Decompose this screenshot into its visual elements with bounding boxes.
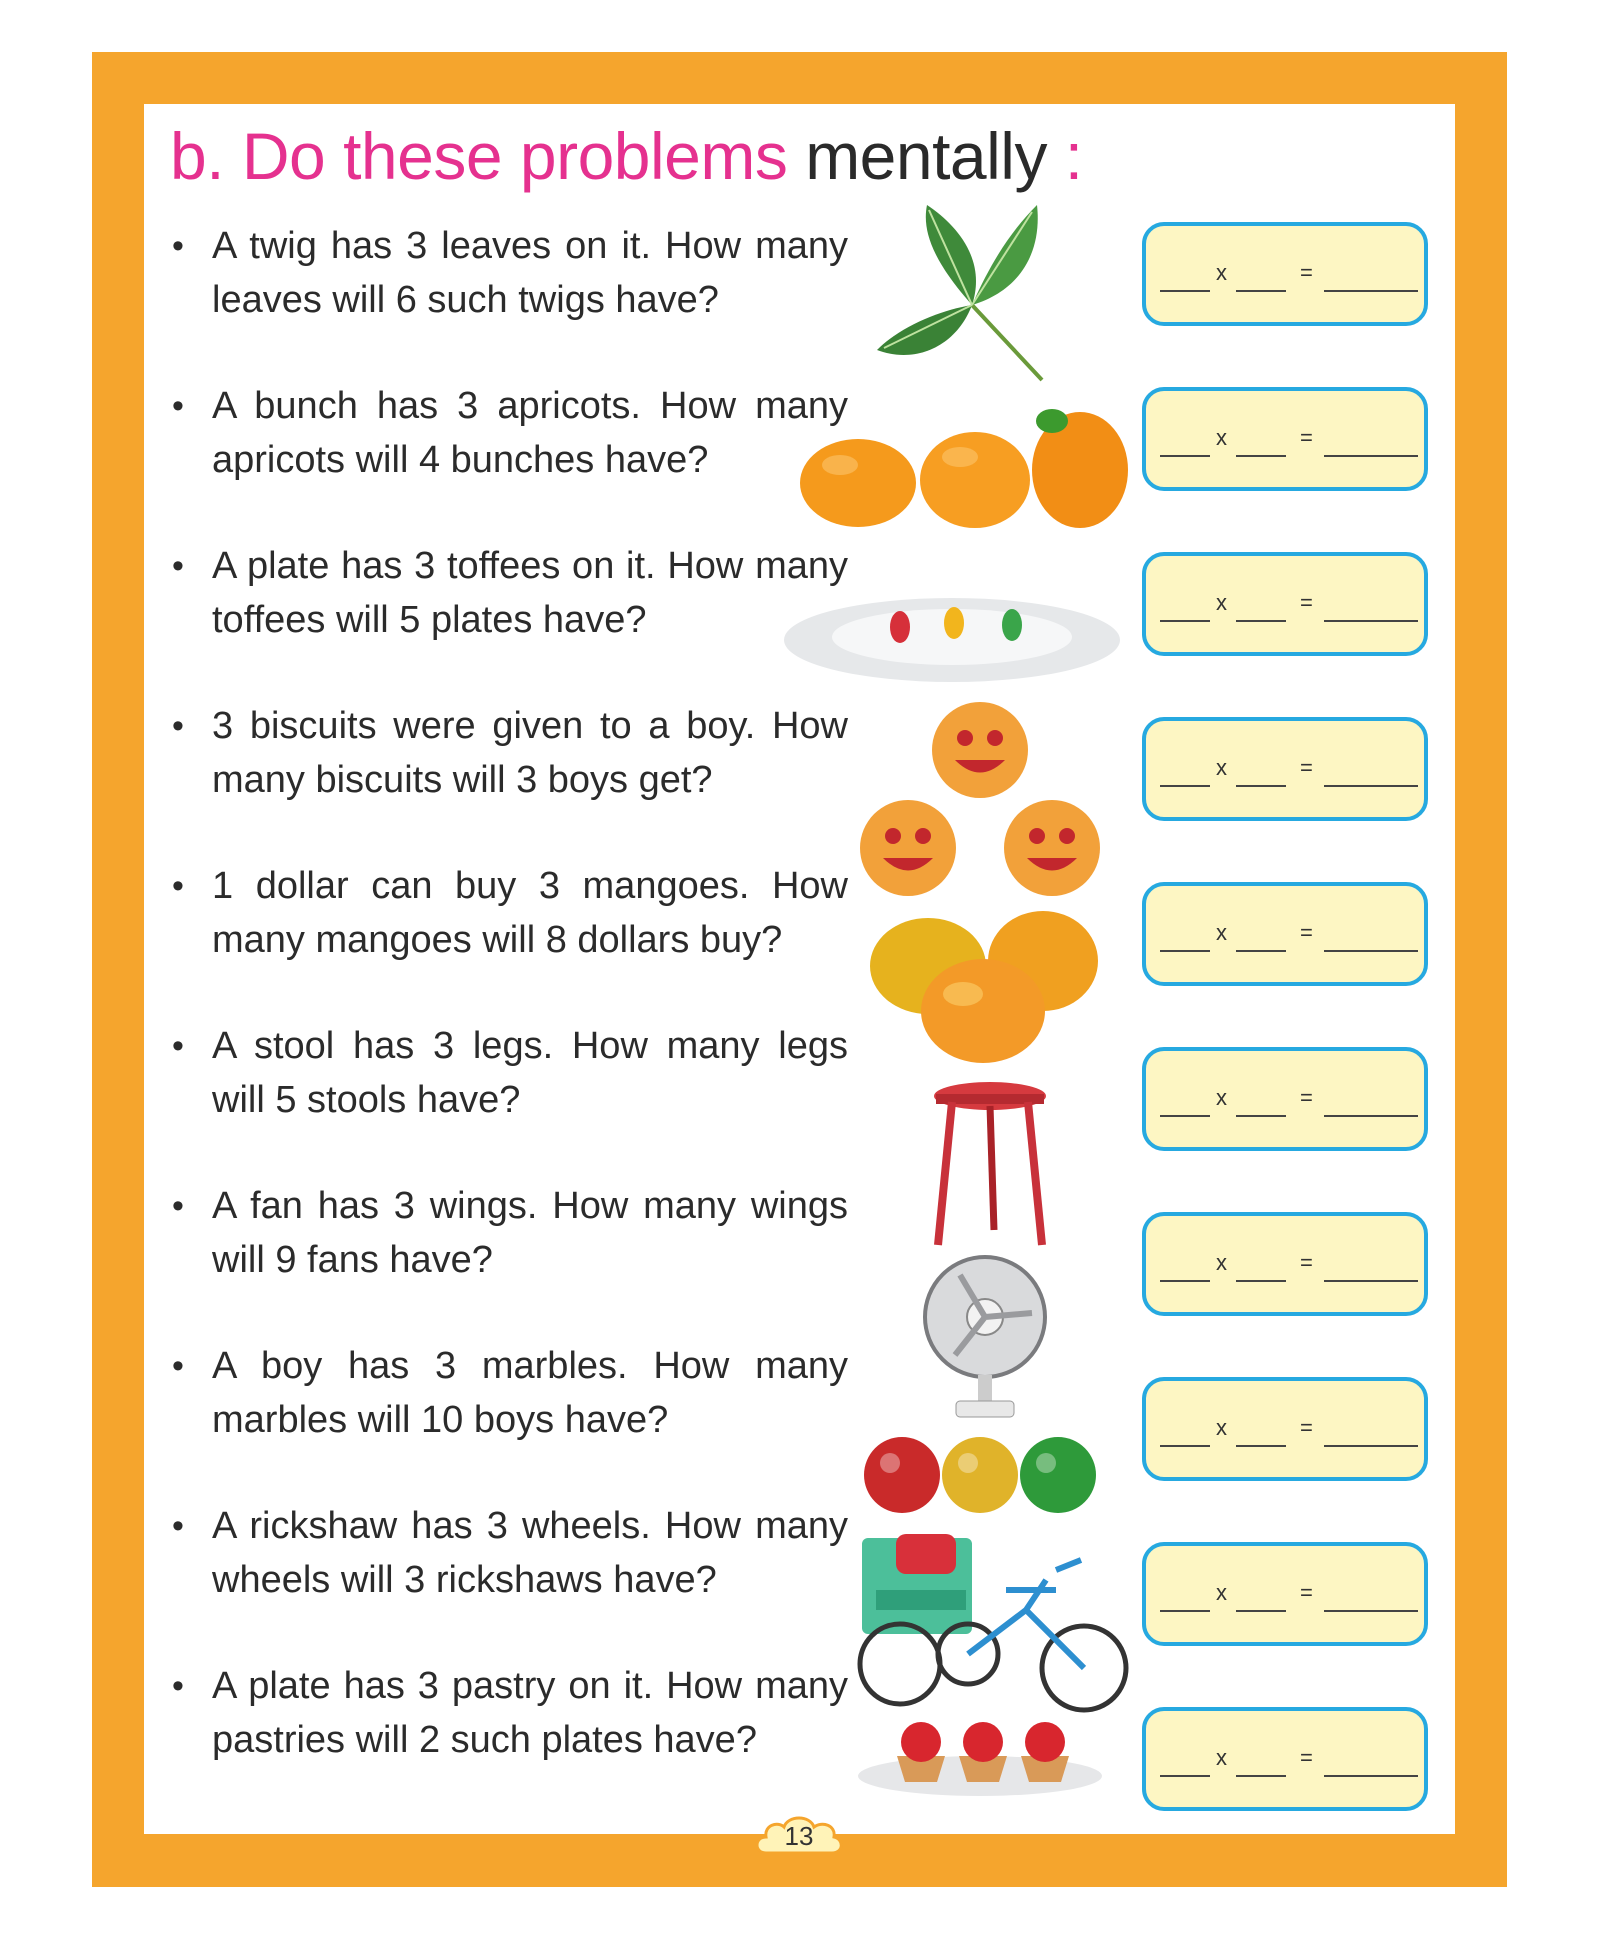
question-9: • A rickshaw has 3 wheels. How many wheels will 3 rickshaws have? — [172, 1505, 848, 1601]
factor-blank[interactable] — [1236, 620, 1286, 622]
stool-icon — [930, 1080, 1050, 1250]
times-sign: x — [1216, 1085, 1227, 1110]
question-1: • A twig has 3 leaves on it. How many leaves will 6 such twigs have? — [172, 225, 848, 321]
toffee-plate-icon — [782, 585, 1122, 685]
answer-box-8[interactable] — [1142, 1377, 1428, 1481]
product-blank[interactable] — [1324, 1775, 1418, 1777]
section-title — [170, 118, 1083, 194]
answer-box-6[interactable] — [1142, 1047, 1428, 1151]
factor-blank[interactable] — [1236, 1280, 1286, 1282]
product-blank[interactable] — [1324, 1280, 1418, 1282]
factor-blank[interactable] — [1236, 950, 1286, 952]
answer-box-9[interactable] — [1142, 1542, 1428, 1646]
equals-sign: = — [1300, 920, 1313, 945]
factor-blank[interactable] — [1160, 950, 1210, 952]
factor-blank[interactable] — [1236, 1115, 1286, 1117]
product-blank[interactable] — [1324, 290, 1418, 292]
factor-blank[interactable] — [1160, 620, 1210, 622]
page-number-badge — [752, 1813, 846, 1859]
page-number: 13 — [784, 1821, 814, 1851]
question-5: • 1 dollar can buy 3 mangoes. How many mangoes will 8 dollars buy? — [172, 865, 848, 961]
factor-blank[interactable] — [1236, 1775, 1286, 1777]
times-sign: x — [1216, 1250, 1227, 1275]
equals-sign: = — [1300, 425, 1313, 450]
leaves-icon — [872, 200, 1072, 390]
product-blank[interactable] — [1324, 1610, 1418, 1612]
answer-box-4[interactable] — [1142, 717, 1428, 821]
factor-blank[interactable] — [1236, 785, 1286, 787]
answer-box-2[interactable] — [1142, 387, 1428, 491]
product-blank[interactable] — [1324, 1445, 1418, 1447]
times-sign: x — [1216, 260, 1227, 285]
title-highlight: Do these problems — [241, 119, 788, 193]
times-sign: x — [1216, 590, 1227, 615]
equals-sign: = — [1300, 260, 1313, 285]
product-blank[interactable] — [1324, 950, 1418, 952]
times-sign: x — [1216, 1745, 1227, 1770]
factor-blank[interactable] — [1160, 785, 1210, 787]
question-7: • A fan has 3 wings. How many wings will 9 fans have? — [172, 1185, 848, 1281]
answer-box-1[interactable] — [1142, 222, 1428, 326]
equals-sign: = — [1300, 1745, 1313, 1770]
equals-sign: = — [1300, 1250, 1313, 1275]
question-4: • 3 biscuits were given to a boy. How many biscuits will 3 boys get? — [172, 705, 848, 801]
product-blank[interactable] — [1324, 785, 1418, 787]
times-sign: x — [1216, 1415, 1227, 1440]
product-blank[interactable] — [1324, 620, 1418, 622]
factor-blank[interactable] — [1160, 290, 1210, 292]
question-6: • A stool has 3 legs. How many legs will 5 stools have? — [172, 1025, 848, 1121]
times-sign: x — [1216, 425, 1227, 450]
apricots-icon — [800, 395, 1130, 535]
times-sign: x — [1216, 920, 1227, 945]
answer-box-10[interactable] — [1142, 1707, 1428, 1811]
product-blank[interactable] — [1324, 1115, 1418, 1117]
factor-blank[interactable] — [1160, 1610, 1210, 1612]
biscuits-icon — [860, 700, 1100, 900]
section-letter: b. — [170, 119, 225, 193]
question-10: • A plate has 3 pastry on it. How many pastries will 2 such plates have? — [172, 1665, 848, 1761]
times-sign: x — [1216, 1580, 1227, 1605]
equals-sign: = — [1300, 755, 1313, 780]
mangoes-icon — [868, 906, 1100, 1066]
fan-icon — [920, 1255, 1050, 1420]
title-word: mentally — [805, 119, 1047, 193]
question-8: • A boy has 3 marbles. How many marbles will 10 boys have? — [172, 1345, 848, 1441]
question-3: • A plate has 3 toffees on it. How many toffees will 5 plates have? — [172, 545, 848, 641]
factor-blank[interactable] — [1160, 1280, 1210, 1282]
title-colon: : — [1064, 119, 1083, 193]
equals-sign: = — [1300, 590, 1313, 615]
equals-sign: = — [1300, 1085, 1313, 1110]
factor-blank[interactable] — [1236, 1610, 1286, 1612]
rickshaw-icon — [856, 1530, 1132, 1714]
product-blank[interactable] — [1324, 455, 1418, 457]
question-2: • A bunch has 3 apricots. How many apricots will 4 bunches have? — [172, 385, 848, 481]
factor-blank[interactable] — [1236, 1445, 1286, 1447]
marbles-icon — [862, 1433, 1098, 1515]
answer-box-7[interactable] — [1142, 1212, 1428, 1316]
factor-blank[interactable] — [1160, 1775, 1210, 1777]
answer-box-3[interactable] — [1142, 552, 1428, 656]
equals-sign: = — [1300, 1415, 1313, 1440]
factor-blank[interactable] — [1236, 290, 1286, 292]
factor-blank[interactable] — [1160, 1445, 1210, 1447]
factor-blank[interactable] — [1160, 1115, 1210, 1117]
factor-blank[interactable] — [1236, 455, 1286, 457]
times-sign: x — [1216, 755, 1227, 780]
answer-box-5[interactable] — [1142, 882, 1428, 986]
factor-blank[interactable] — [1160, 455, 1210, 457]
equals-sign: = — [1300, 1580, 1313, 1605]
pastry-plate-icon — [855, 1718, 1105, 1798]
